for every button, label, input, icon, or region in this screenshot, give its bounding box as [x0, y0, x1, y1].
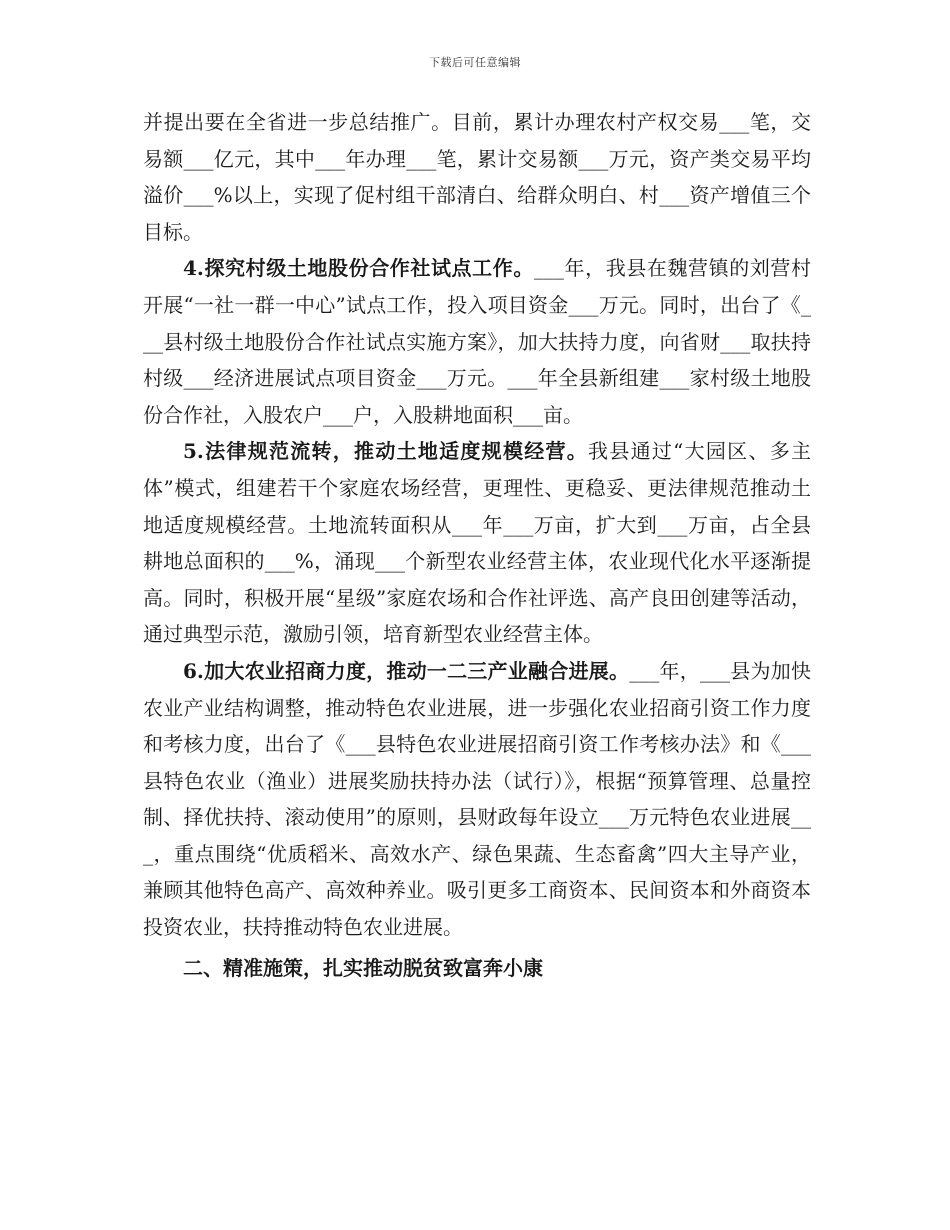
paragraph-item-6 [143, 653, 811, 946]
section-heading: 二、精准施策，扎实推动脱贫致富奔小康 [183, 955, 543, 980]
paragraph-item-5 [143, 433, 811, 653]
paragraph-continuation [143, 104, 811, 250]
paragraph-item-4 [143, 250, 811, 433]
paragraph-text: 并提出要在全省进一步总结推广。目前，累计办理农村产权交易___笔，交易额___亿元，其中___年办理___笔，累计交易额___万元，资产类交易平均溢价___%以上，实现了促村组干部清白、给群众明白、村___资产增值三个目标。 [143, 110, 811, 244]
paragraph-text: ___年，___县为加快农业产业结构调整，推动特色农业进展，进一步强化农业招商引资工作力度和考核力度，出台了《___县特色农业进展招商引资工作考核办法》和《___县特色农业（渔业）进展奖励扶持办法（试行）》，根据“预算管理、总量控制、择优扶持、滚动使用”的原则，县财政每年设立___万元特色农业进展___，重点围绕“优质稻米、高效水产、绿色果蔬、生态畜禽”四大主导产业，兼顾其他特色高产、高效种养业。吸引更多工商资本、民间资本和外商资本投资农业，扶持推动特色农业进展。 [143, 658, 811, 940]
document-body [143, 104, 811, 986]
paragraph-lead: 4.探究村级土地股份合作社试点工作。 [183, 256, 534, 281]
paragraph-text: 我县通过“大园区、多主体”模式，组建若干个家庭农场经营，更理性、更稳妥、更法律规范推动土地适度规模经营。土地流转面积从___年___万亩，扩大到___万亩，占全县耕地总面积的___%，涌现___个新型农业经营主体，农业现代化水平逐渐提高。同时，积极开展“星级”家庭农场和合作社评选、高产良田创建等活动，通过典型示范，激励引领，培育新型农业经营主体。 [143, 439, 811, 647]
paragraph-lead: 6.加大农业招商力度，推动一二三产业融合进展。 [183, 658, 630, 683]
paragraph-text: ___年，我县在魏营镇的刘营村开展“一社一群一中心”试点工作，投入项目资金___万元。同时，出台了《___县村级土地股份合作社试点实施方案》，加大扶持力度，向省财___取扶持村级___经济进展试点项目资金___万元。___年全县新组建___家村级土地股份合作社，入股农户___户，入股耕地面积___亩。 [143, 256, 812, 427]
page-header: 下载后可任意编辑 [429, 56, 521, 69]
paragraph-lead: 5.法律规范流转，推动土地适度规模经营。 [183, 439, 589, 464]
